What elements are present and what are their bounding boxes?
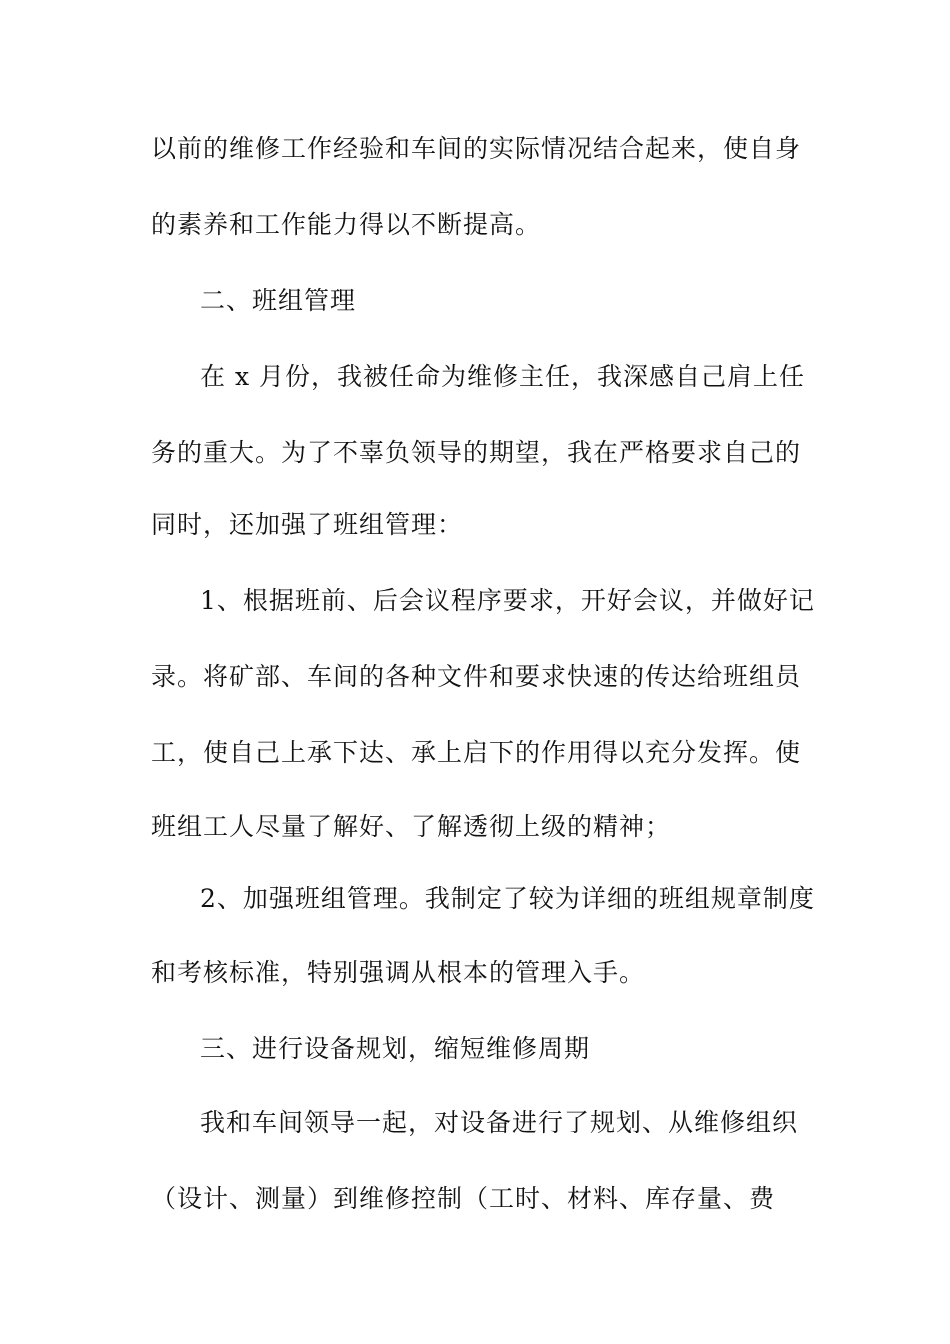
paragraph-start-line: 我和车间领导一起，对设备进行了规划、从维修组织 — [200, 1108, 799, 1137]
paragraph-start-line: 在 x 月份，我被任命为维修主任，我深感自己肩上任 — [200, 362, 805, 391]
section-heading: 三、进行设备规划，缩短维修周期 — [200, 1034, 591, 1063]
body-text-line: 工，使自己上承下达、承上启下的作用得以充分发挥。使 — [151, 738, 802, 767]
body-text-line: 的素养和工作能力得以不断提高。 — [151, 210, 542, 239]
body-text-line: 以前的维修工作经验和车间的实际情况结合起来，使自身 — [151, 134, 802, 163]
body-text-line: 务的重大。为了不辜负领导的期望，我在严格要求自己的 — [151, 438, 802, 467]
body-text-line: 和考核标准，特别强调从根本的管理入手。 — [151, 958, 646, 987]
list-item-1: 1、根据班前、后会议程序要求，开好会议，并做好记 — [200, 586, 815, 615]
section-heading: 二、班组管理 — [200, 286, 357, 315]
body-text-line: 同时，还加强了班组管理： — [151, 510, 464, 539]
body-text-line: 班组工人尽量了解好、了解透彻上级的精神； — [151, 812, 672, 841]
body-text-line: 录。将矿部、车间的各种文件和要求快速的传达给班组员 — [151, 662, 802, 691]
body-text-line: （设计、测量）到维修控制（工时、材料、库存量、费 — [151, 1184, 776, 1213]
list-item-2: 2、加强班组管理。我制定了较为详细的班组规章制度 — [200, 884, 815, 913]
